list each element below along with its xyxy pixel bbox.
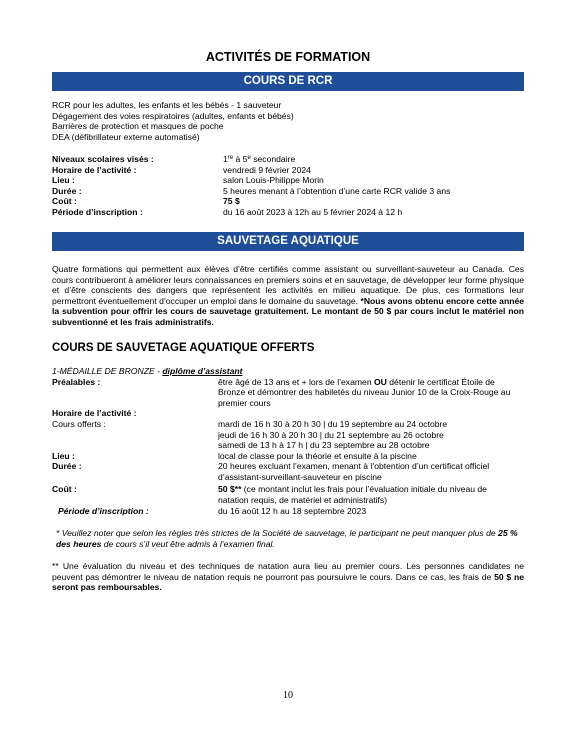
note-absence: * Veuillez noter que selon les règles très strictes de la Société de sauvetage, le participant ne peut manquer plus de 25 % des heures de cours s’il veut être admis à l’examen final. xyxy=(56,528,518,549)
rcr-levels-label: Niveaux scolaires visés : xyxy=(52,154,154,164)
rcr-duration-label: Durée : xyxy=(52,185,82,196)
course-place-label: Lieu : xyxy=(52,450,75,461)
course-registration-label: Période d’inscription : xyxy=(58,506,149,516)
rcr-place-value: salon Louis-Philippe Morin xyxy=(223,175,324,186)
rcr-schedule-value: vendredi 9 février 2024 xyxy=(223,164,311,175)
rcr-levels-value: 1re à 5e secondaire xyxy=(223,154,296,164)
rcr-cost-label: Coût : xyxy=(52,196,77,207)
course-cost-label: Coût : xyxy=(52,484,77,494)
course-cost-value: 50 $** (ce montant inclut les frais pour l’évaluation initiale du niveau de natation requis, de matériel et administratifs) xyxy=(218,484,487,505)
course-duration-label: Durée : xyxy=(52,461,82,472)
section-band-sauvetage: SAUVETAGE AQUATIQUE xyxy=(52,232,524,251)
offered-slot: mardi de 16 h 30 à 20 h 30 | du 19 septembre au 24 octobre xyxy=(218,419,448,429)
page-number: 10 xyxy=(283,690,293,701)
course-schedule-label: Horaire de l’activité : xyxy=(52,408,137,419)
offered-slot: jeudi de 16 h 30 à 20 h 30 | du 21 septembre au 26 octobre xyxy=(218,429,444,440)
rcr-cost-value: 75 $ xyxy=(223,196,240,207)
course-title: 1-MÉDAILLE DE BRONZE - diplôme d’assistant xyxy=(52,366,243,376)
courses-heading: COURS DE SAUVETAGE AQUATIQUE OFFERTS xyxy=(52,342,315,354)
rcr-intro-line: Dégagement des voies respiratoires (adultes, enfants et bébés) xyxy=(52,110,294,121)
prereq-label: Préalables : xyxy=(52,376,101,387)
sauvetage-paragraph: Quatre formations qui permettent aux élèves d’être certifiés comme assistant ou surveillant-sauveteur au Canada. Ces cours contribueront à améliorer leurs connaissances en premiers soins et en sauvetage, de développer leur forme physique et d’être conscients des dangers que représentent les activités en milieu aquatique. De plus, ces formations leur permettront éventuellement d’occuper un emploi dans le domaine du sauvetage. *Nous avons obtenu encore cette année la subvention pour offrir les cours de sauvetage gratuitement. Le montant de 50 $ par cours inclut le matériel non subventionné et les frais administratifs. xyxy=(52,264,525,327)
offered-label: Cours offerts : xyxy=(52,419,106,429)
rcr-registration-value: du 16 août 2023 à 12h au 5 février 2024 à 12 h xyxy=(223,207,403,217)
rcr-intro-line: RCR pour les adultes, les enfants et les bébés - 1 sauveteur xyxy=(52,100,282,110)
offered-slot: samedi de 13 h à 17 h | du 23 septembre au 28 octobre xyxy=(218,440,430,451)
section-band-rcr: COURS DE RCR xyxy=(52,72,524,91)
page-title: ACTIVITÉS DE FORMATION xyxy=(205,50,371,64)
rcr-schedule-label: Horaire de l’activité : xyxy=(52,164,137,175)
rcr-intro-line: DEA (défibrillateur externe automatisé) xyxy=(52,131,200,142)
rcr-duration-value: 5 heures menant à l’obtention d’une carte RCR valide 3 ans xyxy=(223,185,451,196)
course-place-value: local de classe pour la théorie et ensuite à la piscine xyxy=(218,450,417,461)
prereq-value: être âgé de 13 ans et + lors de l’examen OU détenir le certificat Étoile de Bronze et démontrer des habiletés du niveau Junior 10 de la Croix-Rouge au premier cours xyxy=(218,376,511,408)
rcr-place-label: Lieu : xyxy=(52,175,75,186)
rcr-intro-line: Barrières de protection et masques de poche xyxy=(52,121,224,132)
course-registration-value: du 16 août 12 h au 18 septembre 2023 xyxy=(218,506,367,516)
note-evaluation: ** Une évaluation du niveau et des techniques de natation aura lieu au premier cours. Les personnes candidates ne peuvent pas démontrer le niveau de natation requis ne pourront pas poursuivre le cours. Dans ce cas, les frais de 50 $ ne seront pas remboursables. xyxy=(52,561,524,593)
course-duration-value: 20 heures excluant l’examen, menant à l’obtention d’un certificat officiel d’assistant-surveillant-sauveteur en piscine xyxy=(218,461,490,482)
rcr-registration-label: Période d’inscription : xyxy=(52,207,143,217)
